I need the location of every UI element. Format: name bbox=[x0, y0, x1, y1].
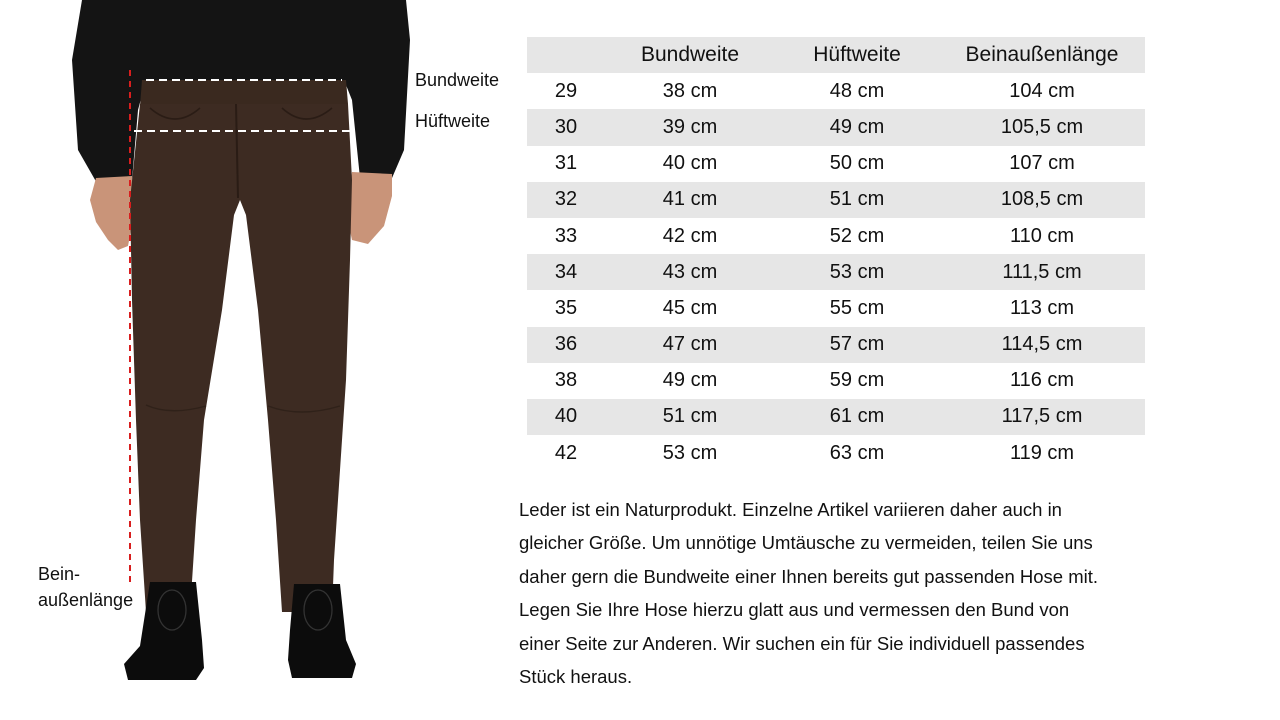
size-cell: 29 bbox=[554, 79, 578, 102]
waist-cell: 38 cm bbox=[662, 79, 718, 102]
table-row bbox=[527, 363, 1145, 399]
outseam-label-line2: außenlänge bbox=[38, 590, 134, 610]
waist-cell: 51 cm bbox=[605, 399, 775, 435]
right-hand bbox=[346, 172, 392, 244]
waist-label: Bundweite bbox=[415, 70, 500, 90]
table-row bbox=[527, 254, 1145, 290]
header-size bbox=[527, 37, 605, 73]
hip-cell: 63 cm bbox=[829, 441, 885, 464]
hip-cell: 48 cm bbox=[829, 79, 885, 102]
info-line: Legen Sie Ihre Hose hierzu glatt aus und vermessen den Bund von bbox=[519, 599, 1070, 621]
waist-cell: 47 cm bbox=[605, 327, 775, 363]
outseam-label bbox=[38, 561, 148, 613]
table-row bbox=[527, 146, 1145, 182]
outseam-cell: 104 cm bbox=[1009, 79, 1075, 102]
outseam-cell: 117,5 cm bbox=[939, 399, 1145, 435]
hip-cell: 50 cm bbox=[829, 152, 885, 175]
size-cell: 31 bbox=[554, 152, 578, 175]
table-row bbox=[527, 290, 1145, 326]
size-cell: 38 bbox=[554, 369, 578, 392]
size-cell: 42 bbox=[554, 441, 578, 464]
waist-cell: 41 cm bbox=[605, 182, 775, 218]
table-header-row bbox=[527, 37, 1145, 73]
size-cell: 36 bbox=[527, 327, 605, 363]
hip-cell: 59 cm bbox=[829, 369, 885, 392]
size-cell: 34 bbox=[527, 254, 605, 290]
leather-info-text bbox=[519, 493, 1149, 693]
info-line: gleicher Größe. Um unnötige Umtäusche zu vermeiden, teilen Sie uns bbox=[519, 532, 1093, 554]
size-cell: 32 bbox=[527, 182, 605, 218]
table-row bbox=[527, 109, 1145, 145]
table-row bbox=[527, 218, 1145, 254]
table-row bbox=[527, 399, 1145, 435]
product-figure bbox=[0, 0, 520, 720]
right-boot bbox=[288, 584, 356, 678]
waist-cell: 53 cm bbox=[662, 441, 718, 464]
outseam-cell: 107 cm bbox=[1009, 152, 1075, 175]
info-line: Stück heraus. bbox=[519, 666, 633, 688]
waist-cell: 40 cm bbox=[662, 152, 718, 175]
table-row bbox=[527, 73, 1145, 109]
info-line: einer Seite zur Anderen. Wir suchen ein für Sie individuell passendes bbox=[519, 632, 1085, 654]
header-waist: Bundweite bbox=[605, 37, 775, 73]
outseam-cell: 116 cm bbox=[1009, 369, 1075, 392]
size-cell: 33 bbox=[554, 224, 578, 247]
waist-cell: 39 cm bbox=[605, 109, 775, 145]
waist-cell: 42 cm bbox=[662, 224, 718, 247]
waist-cell: 49 cm bbox=[662, 369, 718, 392]
size-cell: 40 bbox=[527, 399, 605, 435]
table-row bbox=[527, 435, 1145, 471]
outseam-cell: 111,5 cm bbox=[939, 254, 1145, 290]
size-cell: 35 bbox=[554, 296, 578, 319]
pants-body bbox=[130, 104, 352, 612]
header-hip: Hüftweite bbox=[775, 37, 939, 73]
hip-label: Hüftweite bbox=[415, 111, 491, 131]
outseam-cell: 110 cm bbox=[1009, 224, 1075, 247]
hip-cell: 61 cm bbox=[775, 399, 939, 435]
hip-cell: 51 cm bbox=[775, 182, 939, 218]
info-line: daher gern die Bundweite einer Ihnen bereits gut passenden Hose mit. bbox=[519, 565, 1099, 587]
hip-cell: 57 cm bbox=[775, 327, 939, 363]
hip-cell: 53 cm bbox=[775, 254, 939, 290]
hip-cell: 55 cm bbox=[829, 296, 885, 319]
info-line: Leder ist ein Naturprodukt. Einzelne Artikel variieren daher auch in bbox=[519, 499, 1062, 520]
outseam-cell: 105,5 cm bbox=[939, 109, 1145, 145]
size-cell: 30 bbox=[527, 109, 605, 145]
outseam-label-line1: Bein- bbox=[38, 564, 81, 584]
size-table bbox=[527, 37, 1145, 471]
outseam-cell: 119 cm bbox=[1009, 441, 1075, 464]
left-hand bbox=[90, 176, 134, 250]
outseam-cell: 113 cm bbox=[1009, 296, 1075, 319]
hip-cell: 49 cm bbox=[775, 109, 939, 145]
waist-cell: 45 cm bbox=[662, 296, 718, 319]
hip-cell: 52 cm bbox=[829, 224, 885, 247]
waist-cell: 43 cm bbox=[605, 254, 775, 290]
table-row bbox=[527, 327, 1145, 363]
outseam-cell: 114,5 cm bbox=[939, 327, 1145, 363]
header-outseam: Beinaußenlänge bbox=[939, 37, 1145, 73]
outseam-cell: 108,5 cm bbox=[939, 182, 1145, 218]
table-row bbox=[527, 182, 1145, 218]
pants-waistband bbox=[140, 80, 348, 106]
